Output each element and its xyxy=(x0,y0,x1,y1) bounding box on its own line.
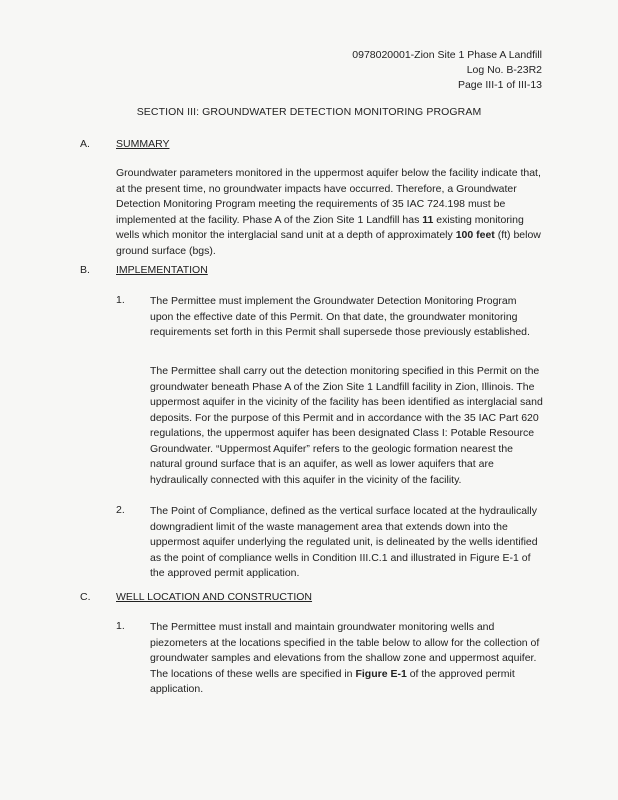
section-title: SECTION III: GROUNDWATER DETECTION MONITORING PROGRAM xyxy=(136,106,482,118)
section-b-letter: B. xyxy=(80,264,90,276)
implementation-item-2-number: 2. xyxy=(116,504,125,516)
implementation-item-1-paragraph-2: The Permittee shall carry out the detection monitoring specified in this Permit on the groundwater beneath Phase A of the Zion Site 1 Landfill facility in Zion, Illinois. The uppermost aquifer in the vicinity of the facility has been identified as interglacial sand deposits. For the purpose of this Permit and in accordance with the 35 IAC Part 620 regulations, the uppermost aquifer has been designated Class I: Potable Resource Groundwater. “Uppermost Aquifer” refers to the geologic formation nearest the natural ground surface that is an aquifer, as well as lower aquifers that are hydraulically connected with this aquifer in the vicinity of the facility. xyxy=(150,365,543,486)
implementation-item-1-text: The Permittee must implement the Groundwater Detection Monitoring Program upon the effective date of this Permit. On that date, the groundwater monitoring requirements set forth in this Permit shall supersede those previously established. xyxy=(150,295,530,338)
section-a-title: SUMMARY xyxy=(116,138,170,150)
summary-paragraph: Groundwater parameters monitored in the uppermost aquifer below the facility indicate that, at the present time, no groundwater impacts have occurred. Therefore, a Groundwater Detection Monitoring Program meeting the requirements of 35 IAC 724.198 must be implemented at the facility. Phase A of the Zion Site 1 Landfill has 11 existing monitoring wells which monitor the interglacial sand unit at a depth of approximately 100 feet (ft) below ground surface (bgs). xyxy=(116,167,541,257)
page-header xyxy=(352,48,542,93)
implementation-item-1-number: 1. xyxy=(116,294,125,306)
section-a-letter: A. xyxy=(80,138,90,150)
header-page-number: Page III-1 of III-13 xyxy=(457,79,542,91)
section-b-title: IMPLEMENTATION xyxy=(116,264,208,276)
section-c-letter: C. xyxy=(80,591,91,603)
header-site-line: 0978020001-Zion Site 1 Phase A Landfill xyxy=(352,49,542,61)
header-log-number: Log No. B-23R2 xyxy=(466,64,542,76)
well-location-item-1-text: The Permittee must install and maintain groundwater monitoring wells and piezometers at the locations specified in the table below to allow for the collection of groundwater samples and elevations from the shallow zone and uppermost aquifer. The locations of these wells are specified in Figure E-1 of the approved permit application. xyxy=(150,621,540,695)
well-location-item-1-number: 1. xyxy=(116,620,125,632)
section-c-title: WELL LOCATION AND CONSTRUCTION xyxy=(116,591,313,603)
implementation-item-2-text: The Point of Compliance, defined as the vertical surface located at the hydraulically downgradient limit of the waste management area that extends down into the uppermost aquifer underlying the regulated unit, is delineated by the wells identified as the point of compliance wells in Condition III.C.1 and illustrated in Figure E-1 of the approved permit application. xyxy=(150,505,538,579)
